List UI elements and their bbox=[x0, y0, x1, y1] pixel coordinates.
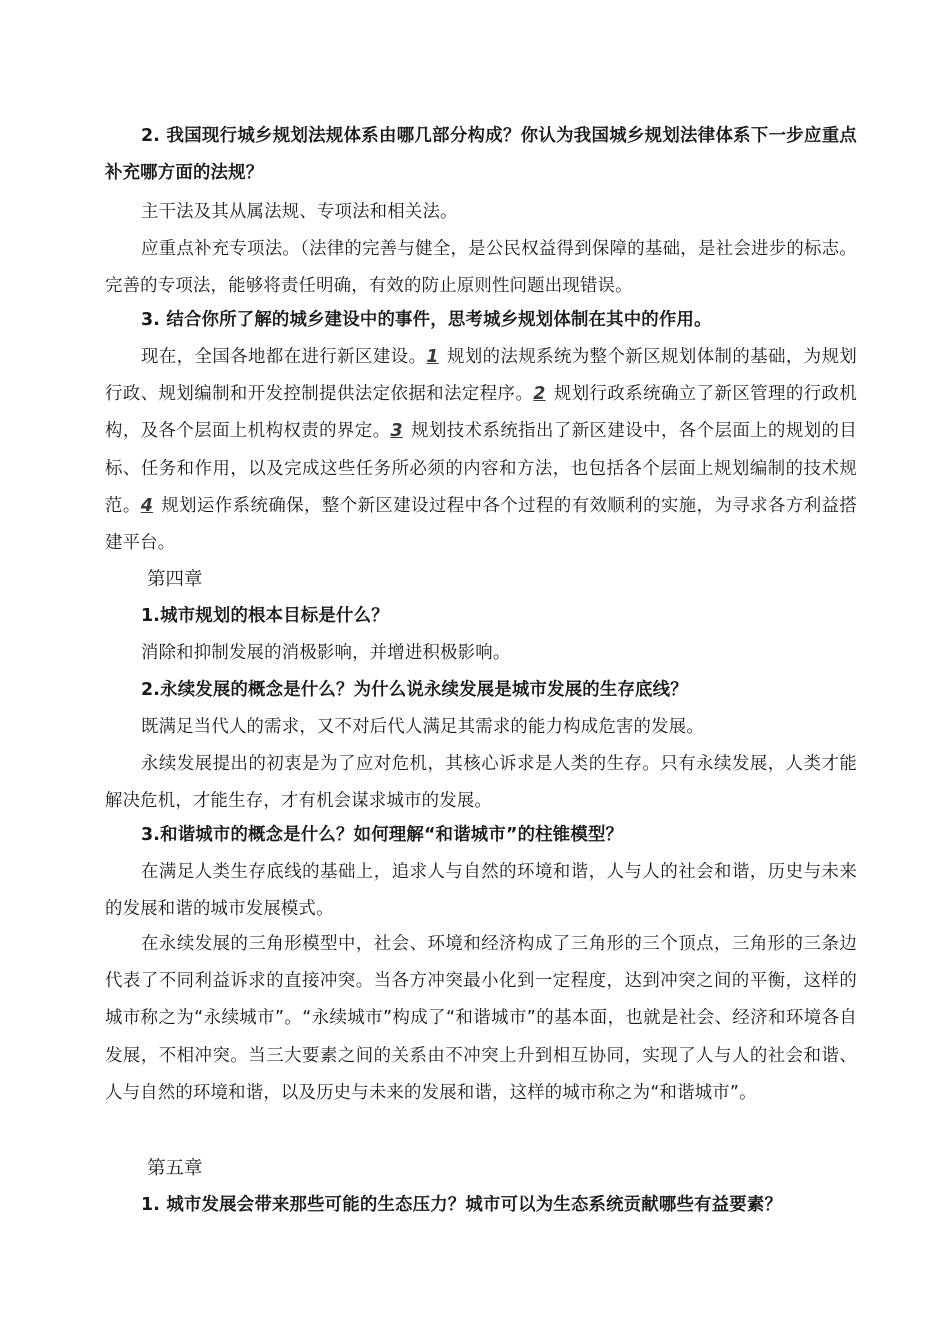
answer-ch4-2-part1: 既满足当代人的需求，又不对后代人满足其需求的能力构成危害的发展。 bbox=[141, 717, 704, 737]
question-ch4-2: 2.永续发展的概念是什么？为什么说永续发展是城市发展的生存底线？ bbox=[141, 680, 688, 700]
answer-ch4-3-part1: 在满足人类生存底线的基础上，追求人与自然的环境和谐，人与人的社会和谐，历史与未来的发展和谐的城市发展模式。 bbox=[105, 862, 857, 920]
question-ch3-3: 3. 结合你所了解的城乡建设中的事件，思考城乡规划体制在其中的作用。 bbox=[141, 310, 712, 330]
item-text-3: 规划技术系统指出了新区建设中，各个层面上的规划的目标、任务和作用，以及完成这些任务所必须的内容和方法，也包括各个层面上规划编制的技术规范。 bbox=[105, 421, 857, 516]
answer-ch3-2-part1: 主干法及其从属法规、专项法和相关法。 bbox=[141, 202, 458, 222]
answer-ch4-1: 消除和抑制发展的消极影响，并增进积极影响。 bbox=[141, 643, 511, 663]
chapter-5-heading: 第五章 bbox=[147, 1158, 203, 1179]
answer-ch3-2-part2: 应重点补充专项法。（法律的完善与健全，是公民权益得到保障的基础，是社会进步的标志。完善的专项法，能够将责任明确，有效的防止原则性问题出现错误。 bbox=[105, 239, 857, 297]
item-text-2: 规划行政系统确立了新区管理的行政机构，及各个层面上机构权责的界定。 bbox=[105, 384, 857, 442]
answer-ch4-2-part2: 永续发展提出的初衷是为了应对危机，其核心诉求是人类的生存。只有永续发展，人类才能解决危机，才能生存，才有机会谋求城市的发展。 bbox=[105, 754, 857, 812]
chapter-4-heading: 第四章 bbox=[147, 569, 203, 590]
item-number-3: 3 bbox=[390, 421, 403, 442]
question-ch3-2: 2. 我国现行城乡规划法规体系由哪几部分构成？你认为我国城乡规划法律体系下一步应重点补充哪方面的法规？ bbox=[105, 126, 857, 184]
answer-intro: 现在，全国各地都在进行新区建设。 bbox=[141, 347, 427, 367]
item-text-1: 规划的法规系统为整个新区规划体制的基础，为规划行政、规划编制和开发控制提供法定依据和法定程序。 bbox=[105, 347, 858, 405]
question-ch4-3: 3.和谐城市的概念是什么？如何理解“和谐城市”的柱锥模型？ bbox=[141, 825, 624, 845]
item-text-4: 规划运作系统确保，整个新区建设过程中各个过程的有效顺利的实施，为寻求各方利益搭建平台。 bbox=[105, 495, 857, 554]
question-ch4-1: 1.城市规划的根本目标是什么？ bbox=[141, 606, 389, 626]
question-ch5-1: 1. 城市发展会带来那些可能的生态压力？城市可以为生态系统贡献哪些有益要素？ bbox=[141, 1195, 783, 1215]
item-number-2: 2 bbox=[533, 384, 546, 405]
item-number-1: 1 bbox=[426, 347, 439, 367]
answer-ch4-3-part2: 在永续发展的三角形模型中，社会、环境和经济构成了三角形的三个顶点，三角形的三条边代表了不同利益诉求的直接冲突。当各方冲突最小化到一定程度，达到冲突之间的平衡，这样的城市称之为“永续城市”。“永续城市”构成了“和谐城市”的基本面，也就是社会、经济和环境各自发展，不相冲突。当三大要素之间的关系由不冲突上升到相互协同，实现了人与人的社会和谐、人与自然的环境和谐，以及历史与未来的发展和谐，这样的城市称之为“和谐城市”。 bbox=[105, 934, 857, 1103]
answer-ch3-3 bbox=[105, 339, 857, 562]
item-number-4: 4 bbox=[140, 495, 154, 516]
